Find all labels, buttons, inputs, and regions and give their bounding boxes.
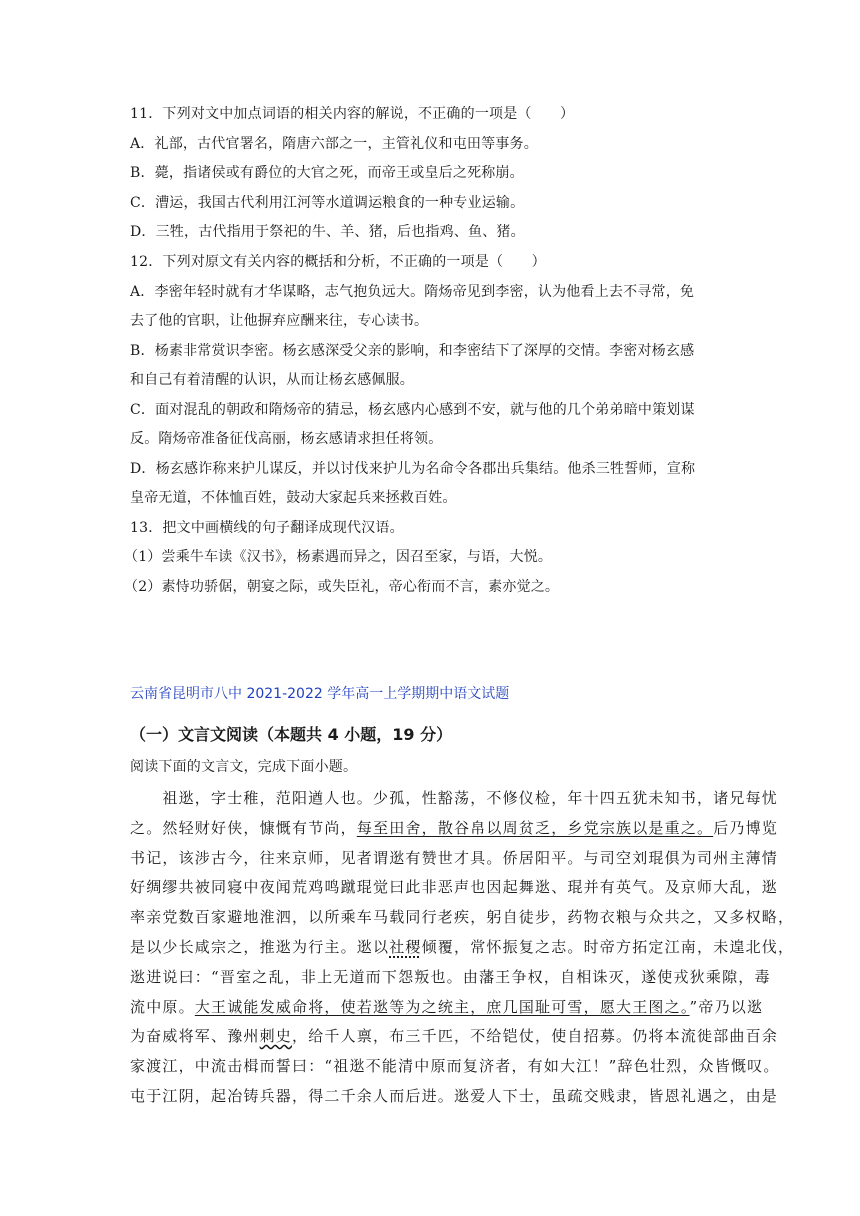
passage-text: ”帝乃以逖	[689, 998, 764, 1016]
q11-option-d: D．三牲，古代指用于祭祀的牛、羊、猪，后也指鸡、鱼、猪。	[130, 224, 525, 240]
dotted-word-sheji: 社稷	[389, 938, 422, 956]
passage-text: 是以少长咸宗之，推逖为行主。逖以	[130, 938, 390, 956]
passage-line: 逖进说曰：“晋室之乱，非上无道而下怨叛也。由藩王争权，自相诛灭，遂使戎狄乘隙，毒	[130, 968, 771, 986]
passage-text: 流中原。	[130, 998, 195, 1016]
q12-option-c-line1: C．面对混乱的朝政和隋炀帝的猜忌，杨玄感内心感到不安，就与他的几个弟弟暗中策划谋	[130, 402, 695, 418]
passage-line	[130, 997, 763, 1017]
q13-sentence-1: （1）尝乘牛车读《汉书》，杨素遇而异之，因召至家，与语，大悦。	[124, 549, 553, 565]
q13-sentence-2: （2）素恃功骄倨，朝宴之际，或失臣礼，帝心衔而不言，素亦觉之。	[124, 579, 560, 595]
wavy-word-cishi: 刺史	[259, 1027, 293, 1045]
underlined-sentence-1: 每至田舍，散谷帛以周贫乏，乡党宗族以是重之。	[356, 819, 714, 837]
q12-option-a-line1: A．李密年轻时就有才华谋略，志气抱负远大。隋炀帝见到李密，认为他看上去不寻常，免	[130, 284, 695, 300]
q12-option-b-line1: B．杨素非常赏识李密。杨玄感深受父亲的影响，和李密结下了深厚的交情。李密对杨玄感	[130, 343, 695, 359]
passage-text: 倾覆，常怀振复之志。时帝方拓定江南，未遑北伐，	[421, 938, 795, 956]
q13-stem: 13．把文中画横线的句子翻译成现代汉语。	[130, 520, 404, 536]
q11-option-b: B．薨，指诸侯或有爵位的大官之死，而帝王或皇后之死称崩。	[130, 165, 524, 181]
passage-line	[130, 1026, 778, 1046]
source-title-link[interactable]: 云南省昆明市八中 2021-2022 学年高一上学期期中语文试题	[130, 686, 510, 702]
q12-option-b-line2: 和自己有着清醒的认识，从而让杨玄感佩服。	[130, 372, 414, 388]
passage-line	[130, 818, 778, 838]
passage-text: 之。然轻财好侠，慷慨有节尚，	[130, 819, 357, 837]
passage-line: 书记，该涉古今，往来京师，见者谓逖有赞世才具。侨居阳平。与司空刘琨俱为司州主薄情	[130, 849, 779, 867]
q11-option-a: A．礼部，古代官署名，隋唐六部之一，主管礼仪和屯田等事务。	[130, 136, 538, 152]
passage-text: 为奋威将军、豫州	[130, 1027, 260, 1045]
section-heading: （一）文言文阅读（本题共 4 小题，19 分）	[130, 725, 453, 744]
q11-stem: 11．下列对文中加点词语的相关内容的解说，不正确的一项是（ ）	[130, 106, 575, 122]
q12-option-c-line2: 反。隋炀帝准备征伐高丽，杨玄感请求担任将领。	[130, 431, 443, 447]
passage-line: 率亲党数百家避地淮泗，以所乘车马载同行老疾，躬自徒步，药物衣粮与众共之，又多权略，	[130, 908, 795, 926]
passage-text: ，给千人禀，布三千匹，不给铠仗，使自招募。仍将本流徙部曲百余	[292, 1027, 779, 1045]
q12-option-d-line1: D．杨玄感诈称来护儿谋反，并以讨伐来护儿为名命令各郡出兵集结。他杀三牲誓师，宣称	[130, 461, 696, 477]
q11-option-c: C．漕运，我国古代利用江河等水道调运粮食的一种专业运输。	[130, 195, 525, 211]
instruction-text: 阅读下面的文言文，完成下面小题。	[130, 759, 358, 775]
underlined-sentence-2: 大王诚能发威命将，使若逖等为之统主，庶几国耻可雪，愿大王图之。	[194, 998, 690, 1016]
q12-option-d-line2: 皇帝无道，不体恤百姓，鼓动大家起兵来拯救百姓。	[130, 490, 457, 506]
passage-line: 屯于江阴，起冶铸兵器，得二千余人而后进。逖爱人下士，虽疏交贱隶，皆恩礼遇之，由是	[130, 1087, 779, 1105]
q12-option-a-line2: 去了他的官职，让他摒弃应酬来往，专心读书。	[130, 313, 429, 329]
passage-line	[130, 937, 794, 957]
passage-line: 祖逖，字士稚，范阳遒人也。少孤，性豁荡，不修仪检，年十四五犹未知书，诸兄每忧	[130, 789, 779, 807]
passage-line: 好绸缪共被同寝中夜闻荒鸡鸣蹴琨觉曰此非恶声也因起舞逖、琨并有英气。及京师大乱，逖	[130, 878, 779, 896]
passage-line: 家渡江，中流击楫而誓曰：“祖逖不能清中原而复济者，有如大江！”辞色壮烈，众皆慨叹。	[130, 1057, 780, 1075]
passage-text: 后乃博览	[713, 819, 779, 837]
q12-stem: 12．下列对原文有关内容的概括和分析，不正确的一项是（ ）	[130, 254, 546, 270]
